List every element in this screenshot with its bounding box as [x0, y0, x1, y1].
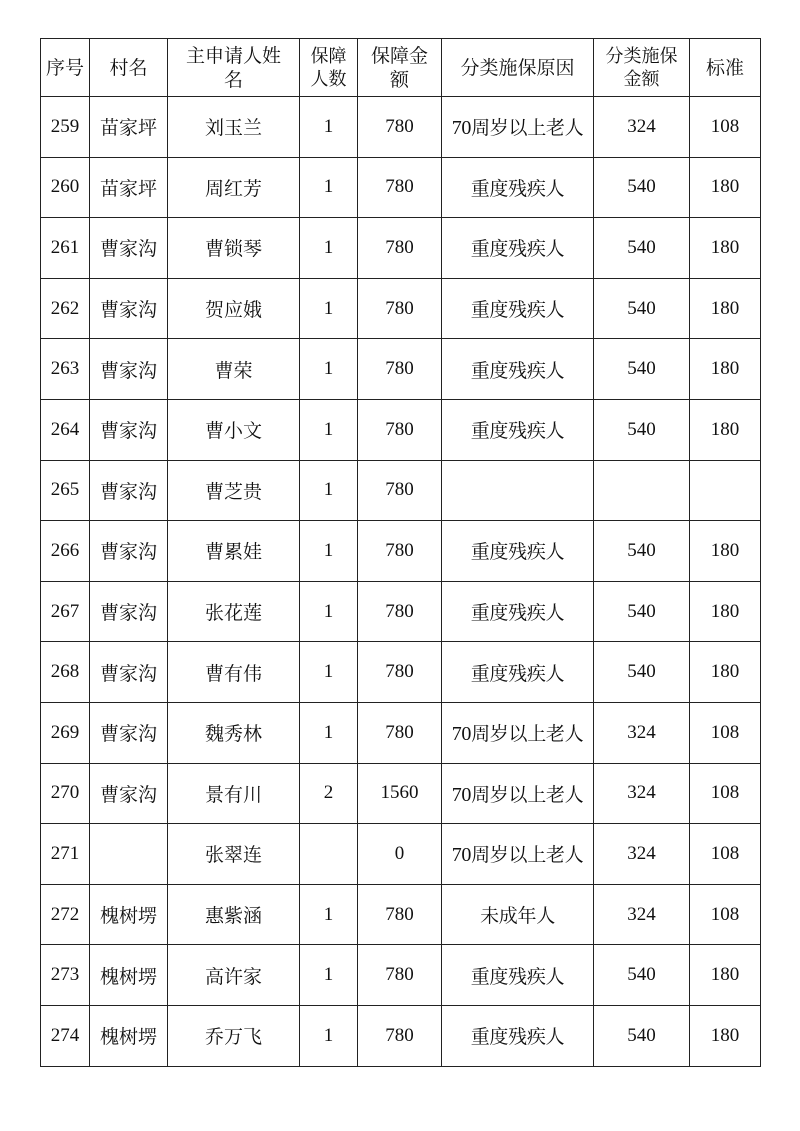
- cell-class-amount: 324: [594, 97, 690, 158]
- cell-village: 曹家沟: [90, 278, 168, 339]
- cell-persons: 1: [300, 218, 358, 279]
- cell-persons: 1: [300, 581, 358, 642]
- cell-seq: 271: [41, 824, 90, 885]
- cell-reason: 70周岁以上老人: [442, 97, 594, 158]
- cell-amount: 0: [358, 824, 442, 885]
- cell-standard: 180: [690, 218, 761, 279]
- cell-standard: 180: [690, 339, 761, 400]
- cell-seq: 274: [41, 1005, 90, 1066]
- cell-reason: 重度残疾人: [442, 581, 594, 642]
- cell-class-amount: 540: [594, 399, 690, 460]
- cell-class-amount: 540: [594, 581, 690, 642]
- cell-standard: 180: [690, 157, 761, 218]
- table-row: [41, 278, 761, 339]
- header-row: [41, 39, 761, 97]
- table-row: [41, 702, 761, 763]
- cell-village: 曹家沟: [90, 581, 168, 642]
- header-seq: 序号: [41, 39, 90, 97]
- cell-amount: 780: [358, 339, 442, 400]
- cell-class-amount: 540: [594, 339, 690, 400]
- cell-persons: 1: [300, 945, 358, 1006]
- cell-applicant-name: 乔万飞: [168, 1005, 300, 1066]
- table-row: [41, 460, 761, 521]
- cell-class-amount: 540: [594, 157, 690, 218]
- cell-amount: 780: [358, 581, 442, 642]
- cell-standard: 180: [690, 1005, 761, 1066]
- cell-persons: 1: [300, 399, 358, 460]
- cell-class-amount: 540: [594, 278, 690, 339]
- cell-standard: 180: [690, 521, 761, 582]
- cell-applicant-name: 周红芳: [168, 157, 300, 218]
- header-class-amount: 分类施保 金额: [594, 39, 690, 97]
- cell-persons: 1: [300, 339, 358, 400]
- cell-applicant-name: 曹累娃: [168, 521, 300, 582]
- table-row: [41, 945, 761, 1006]
- cell-class-amount: 540: [594, 218, 690, 279]
- cell-village: 曹家沟: [90, 763, 168, 824]
- cell-standard: 180: [690, 581, 761, 642]
- cell-amount: 780: [358, 97, 442, 158]
- cell-seq: 264: [41, 399, 90, 460]
- cell-seq: 272: [41, 884, 90, 945]
- cell-amount: 780: [358, 521, 442, 582]
- cell-village: 曹家沟: [90, 642, 168, 703]
- cell-class-amount: 324: [594, 702, 690, 763]
- cell-reason: 重度残疾人: [442, 339, 594, 400]
- cell-amount: 1560: [358, 763, 442, 824]
- table-row: [41, 884, 761, 945]
- header-persons: 保障 人数: [300, 39, 358, 97]
- cell-seq: 260: [41, 157, 90, 218]
- header-amount: 保障金 额: [358, 39, 442, 97]
- cell-village: 槐树塄: [90, 945, 168, 1006]
- cell-persons: 1: [300, 884, 358, 945]
- cell-class-amount: 324: [594, 884, 690, 945]
- assistance-roster-table: [40, 38, 761, 1067]
- cell-village: [90, 824, 168, 885]
- cell-seq: 265: [41, 460, 90, 521]
- table-row: [41, 399, 761, 460]
- cell-standard: 108: [690, 763, 761, 824]
- table-row: [41, 157, 761, 218]
- table-row: [41, 339, 761, 400]
- cell-standard: 108: [690, 884, 761, 945]
- cell-reason: 重度残疾人: [442, 521, 594, 582]
- cell-applicant-name: 曹小文: [168, 399, 300, 460]
- cell-reason: 重度残疾人: [442, 945, 594, 1006]
- cell-applicant-name: 张花莲: [168, 581, 300, 642]
- table-row: [41, 97, 761, 158]
- cell-seq: 270: [41, 763, 90, 824]
- cell-village: 曹家沟: [90, 399, 168, 460]
- cell-reason: 重度残疾人: [442, 399, 594, 460]
- cell-applicant-name: 高许家: [168, 945, 300, 1006]
- cell-village: 曹家沟: [90, 702, 168, 763]
- cell-reason: 重度残疾人: [442, 278, 594, 339]
- cell-amount: 780: [358, 642, 442, 703]
- cell-class-amount: 540: [594, 945, 690, 1006]
- header-standard: 标准: [690, 39, 761, 97]
- cell-applicant-name: 贺应娥: [168, 278, 300, 339]
- cell-village: 槐树塄: [90, 884, 168, 945]
- cell-class-amount: [594, 460, 690, 521]
- cell-seq: 266: [41, 521, 90, 582]
- cell-village: 苗家坪: [90, 97, 168, 158]
- cell-persons: [300, 824, 358, 885]
- header-applicant: 主申请人姓 名: [168, 39, 300, 97]
- cell-reason: 重度残疾人: [442, 218, 594, 279]
- cell-persons: 1: [300, 97, 358, 158]
- cell-standard: 180: [690, 642, 761, 703]
- header-village: 村名: [90, 39, 168, 97]
- cell-applicant-name: 刘玉兰: [168, 97, 300, 158]
- cell-applicant-name: 魏秀林: [168, 702, 300, 763]
- cell-village: 曹家沟: [90, 521, 168, 582]
- cell-standard: 108: [690, 702, 761, 763]
- cell-reason: 70周岁以上老人: [442, 824, 594, 885]
- cell-amount: 780: [358, 702, 442, 763]
- cell-seq: 261: [41, 218, 90, 279]
- cell-village: 曹家沟: [90, 460, 168, 521]
- cell-village: 苗家坪: [90, 157, 168, 218]
- cell-reason: 重度残疾人: [442, 1005, 594, 1066]
- cell-applicant-name: 惠紫涵: [168, 884, 300, 945]
- cell-applicant-name: 张翠连: [168, 824, 300, 885]
- cell-standard: 180: [690, 945, 761, 1006]
- cell-standard: [690, 460, 761, 521]
- table-row: [41, 824, 761, 885]
- table-row: [41, 521, 761, 582]
- cell-seq: 263: [41, 339, 90, 400]
- cell-reason: 70周岁以上老人: [442, 702, 594, 763]
- cell-class-amount: 540: [594, 1005, 690, 1066]
- cell-reason: 未成年人: [442, 884, 594, 945]
- cell-village: 槐树塄: [90, 1005, 168, 1066]
- cell-applicant-name: 曹锁琴: [168, 218, 300, 279]
- cell-applicant-name: 曹芝贵: [168, 460, 300, 521]
- table-row: [41, 763, 761, 824]
- cell-class-amount: 540: [594, 521, 690, 582]
- cell-seq: 262: [41, 278, 90, 339]
- table-row: [41, 642, 761, 703]
- cell-reason: 70周岁以上老人: [442, 763, 594, 824]
- cell-seq: 267: [41, 581, 90, 642]
- table-row: [41, 581, 761, 642]
- cell-persons: 1: [300, 521, 358, 582]
- cell-applicant-name: 景有川: [168, 763, 300, 824]
- cell-persons: 2: [300, 763, 358, 824]
- cell-persons: 1: [300, 460, 358, 521]
- cell-standard: 108: [690, 97, 761, 158]
- cell-reason: 重度残疾人: [442, 157, 594, 218]
- cell-standard: 108: [690, 824, 761, 885]
- cell-class-amount: 540: [594, 642, 690, 703]
- cell-seq: 259: [41, 97, 90, 158]
- cell-class-amount: 324: [594, 824, 690, 885]
- cell-persons: 1: [300, 702, 358, 763]
- cell-reason: 重度残疾人: [442, 642, 594, 703]
- header-reason: 分类施保原因: [442, 39, 594, 97]
- cell-village: 曹家沟: [90, 218, 168, 279]
- cell-amount: 780: [358, 460, 442, 521]
- cell-persons: 1: [300, 278, 358, 339]
- cell-persons: 1: [300, 1005, 358, 1066]
- cell-seq: 273: [41, 945, 90, 1006]
- roster-body: [41, 97, 761, 1067]
- cell-amount: 780: [358, 218, 442, 279]
- cell-standard: 180: [690, 278, 761, 339]
- cell-applicant-name: 曹荣: [168, 339, 300, 400]
- cell-amount: 780: [358, 157, 442, 218]
- cell-amount: 780: [358, 884, 442, 945]
- cell-amount: 780: [358, 278, 442, 339]
- cell-amount: 780: [358, 1005, 442, 1066]
- cell-seq: 269: [41, 702, 90, 763]
- cell-applicant-name: 曹有伟: [168, 642, 300, 703]
- cell-persons: 1: [300, 642, 358, 703]
- cell-reason: [442, 460, 594, 521]
- cell-persons: 1: [300, 157, 358, 218]
- table-row: [41, 218, 761, 279]
- cell-seq: 268: [41, 642, 90, 703]
- cell-class-amount: 324: [594, 763, 690, 824]
- cell-amount: 780: [358, 945, 442, 1006]
- cell-amount: 780: [358, 399, 442, 460]
- table-row: [41, 1005, 761, 1066]
- cell-standard: 180: [690, 399, 761, 460]
- cell-village: 曹家沟: [90, 339, 168, 400]
